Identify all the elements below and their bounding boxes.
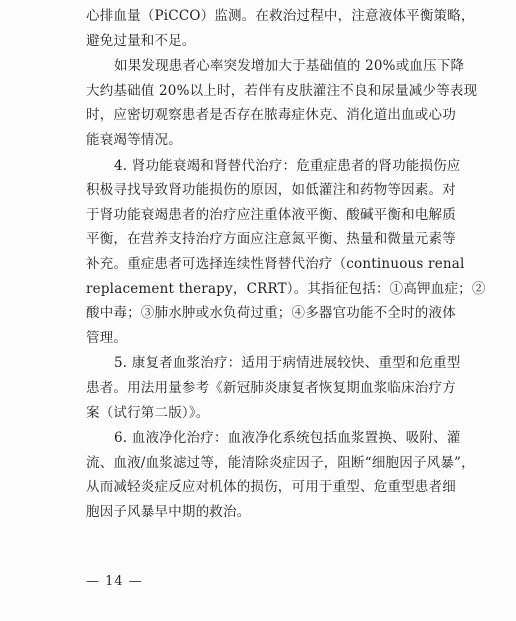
text-line: 流、血液/血浆滤过等，能清除炎症因子，阻断“细胞因子风暴”， <box>86 454 475 471</box>
text-line: 积极寻找导致肾功能损伤的原因，如低灌注和药物等因素。对 <box>86 182 456 199</box>
paragraph-picco-monitoring <box>86 4 475 53</box>
text-line: replacement therapy，CRRT）。其指征包括：①高钾血症；② <box>86 280 486 297</box>
text-line: 6. 血液净化治疗：血液净化系统包括血浆置换、吸附、灌 <box>114 430 461 447</box>
text-line: 平衡，在营养支持治疗方面应注意氮平衡、热量和微量元素等 <box>86 231 456 248</box>
text-line: 如果发现患者心率突发增加大于基础值的 20%或血压下降 <box>114 58 465 75</box>
text-line: 酸中毒；③肺水肿或水负荷过重；④多器官功能不全时的液体 <box>86 305 456 322</box>
text-line: 大约基础值 20%以上时，若伴有皮肤灌注不良和尿量减少等表现 <box>86 82 478 99</box>
page-number: — 14 — <box>86 574 143 589</box>
text-line: 5. 康复者血浆治疗：适用于病情进展较快、重型和危重型 <box>114 355 461 372</box>
text-line: 补充。重症患者可选择连续性肾替代治疗（continuous renal <box>86 255 465 272</box>
text-line: 患者。用法用量参考《新冠肺炎康复者恢复期血浆临床治疗方 <box>86 379 456 396</box>
paragraph-heart-rate-warning <box>86 54 478 152</box>
text-line: 心排血量（PiCCO）监测。在救治过程中，注意液体平衡策略， <box>86 8 475 24</box>
text-line: 于肾功能衰竭患者的治疗应注重体液平衡、酸碱平衡和电解质 <box>86 206 456 223</box>
text-line: 4. 肾功能衰竭和肾替代治疗：危重症患者的肾功能损伤应 <box>114 157 461 174</box>
text-line: 能衰竭等情况。 <box>86 131 182 148</box>
text-line: 胞因子风暴早中期的救治。 <box>86 503 251 520</box>
paragraph-convalescent-plasma <box>86 351 461 425</box>
text-line: 案（试行第二版）》。 <box>86 404 210 421</box>
paragraph-blood-purification <box>86 426 475 524</box>
text-line: 从而减轻炎症反应对机体的损伤，可用于重型、危重型患者细 <box>86 479 456 496</box>
text-line: 避免过量和不足。 <box>86 32 196 49</box>
text-line: 时，应密切观察患者是否存在脓毒症休克、消化道出血或心功 <box>86 107 456 124</box>
text-line: 管理。 <box>86 329 128 346</box>
paragraph-renal-therapy <box>86 154 486 351</box>
document-body <box>86 4 486 524</box>
